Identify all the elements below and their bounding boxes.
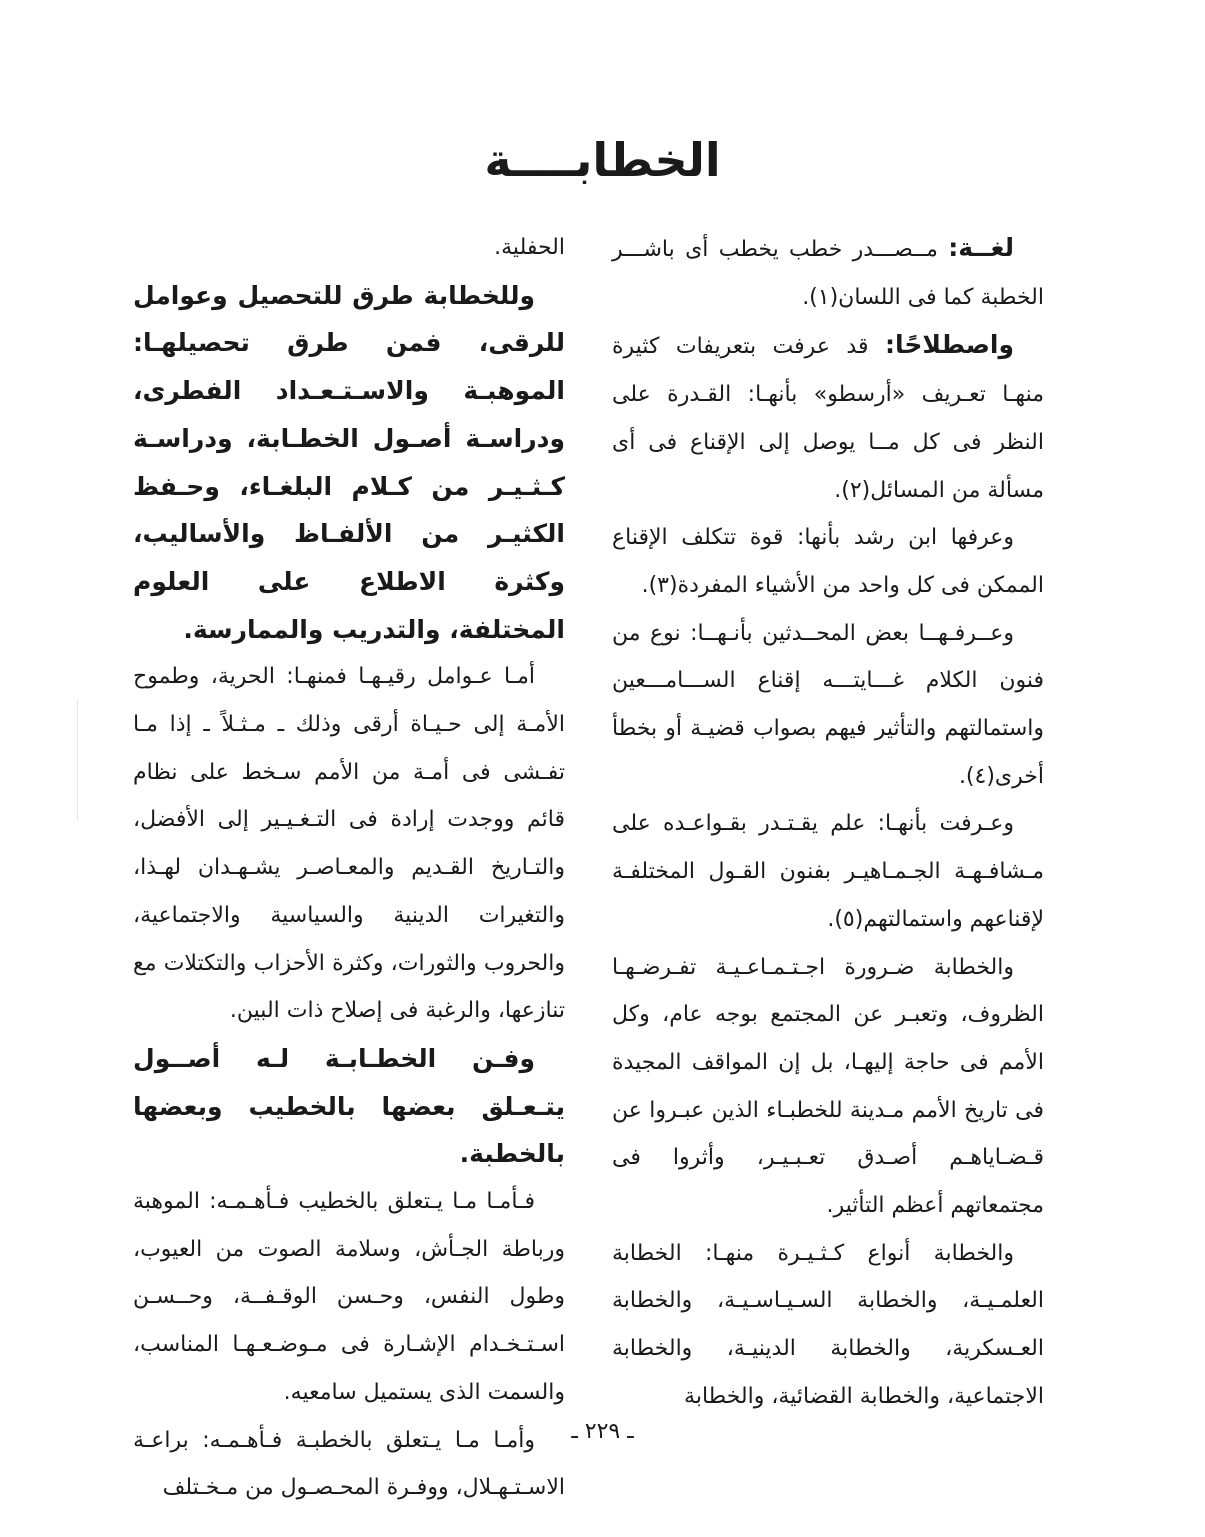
paragraph-orator-qualities: فـأمـا مـا يـتعلق بالخطيب فـأهـمـه: الموهبة ورباطة الجـأش، وسلامة الصوت من العيوب، وطول النفس، وحـسن الوقـفــة، وحــسـن اسـتـخـدام الإشـارة فى مـوضـعـهـا المناسب، والسمت الذى يستميل سامعيه. <box>133 1189 565 1405</box>
left-column <box>133 224 565 1512</box>
definition-technical <box>612 321 1044 514</box>
term-linguistic: لغــة: <box>948 233 1014 262</box>
paragraph-speech-qualities: وأمـا مـا يـتعلق بالخطبـة فـأهـمـه: براعـة الاسـتـهـلال، ووفـرة المحـصـول من مـخـتلف <box>133 1427 565 1501</box>
paragraph-science-definition: وعـرفت بأنهـا: علم يقـتـدر بقـواعـده على مـشافـهـة الجـمـاهيـر بفنون القـول المختلفـة لإقناعهم واستمالتهم(٥). <box>612 811 1044 932</box>
paragraph-advancement-factors: أمـا عـوامل رقيـهـا فمنهـا: الحرية، وطموح الأمـة إلى حـيـاة أرقى وذلك ـ مـثـلاً ـ إذا مـا تفـشى فى أمـة من الأمم سـخط على نظام قائم ووجدت إرادة فى التـغـيـير إلى الأفضل، والتـاريخ القـديم والمعـاصـر يشـهـدان لهـذا، والتغيرات الدينية والسياسية والاجتماعية، والحروب والثورات، وكثرة الأحزاب والتكتلات مع تنازعها، والرغبة فى إصلاح ذات البين. <box>133 664 565 1024</box>
paragraph-ibn-rushd: وعرفها ابن رشد بأنها: قوة تتكلف الإقناع الممكن فى كل واحد من الأشياء المفردة(٣). <box>612 525 1044 598</box>
paragraph-types: والخطابة أنواع كـثـيـرة منهـا: الخطابة العلمـيـة، والخطابة السـيـاسـيـة، والخطابة العـسكرية، والخطابة الدينيـة، والخطابة الاجتماعية، والخطابة القضائية، والخطابة <box>612 1240 1044 1409</box>
paragraph-modern-definition: وعــرفـهــا بعض المحــدثين بأنـهــا: نوع من فنون الكلام غـــايتـــه إقناع الســـامـــعين واستمالتهم والتأثير فيهم بصواب قضيـة أو بخطأ أخرى(٤). <box>612 620 1044 789</box>
margin-mark <box>77 700 78 820</box>
paragraph-continuation: الحفلية. <box>494 235 565 260</box>
right-column <box>612 224 1044 1421</box>
definition-linguistic <box>612 224 1044 321</box>
paragraph-social-necessity: والخطابة ضـرورة اجـتـمـاعـيـة تفـرضـهـا الظروف، وتعبـر عن المجتمع بوجه عام، وكل الأمم فى حاجة إليهـا، بل إن المواقف المجيدة فى تاريخ الأمم مـدينة للخطبـاء الذين عبـروا عن قـضـاياهـم أصـدق تعـبـيـر، وأثروا فى مجتمعاتهم أعظم التأثير. <box>612 954 1044 1219</box>
term-technical: واصطلاحًا: <box>884 330 1014 360</box>
paragraph-principles: وفـن الخطـابـة لـه أصــول يتـعـلق بعضها بالخطيب وبعضها بالخطبة. <box>133 1043 565 1169</box>
definition-linguistic-text: مــصـــدر خطب يخطب أى باشـــر الخطبة كما فى اللسان(١). <box>612 237 1044 310</box>
page-number: ـ ٢٢٩ ـ <box>571 1419 634 1444</box>
page-title: الخطابــــة <box>484 133 721 187</box>
paragraph-acquisition-methods: وللخطابة طرق للتحصيل وعوامل للرقى، فمن طرق تحصيلهـا: الموهبـة والاسـتـعـداد الفطرى، ودراسـة أصـول الخطـابة، ودراسـة كـثـيـر من كـلام البلغـاء، وحـفظ الكثيـر من الألفـاظ والأساليب، وكثرة الاطلاع على العلوم المختلفة، والتدريب والممارسة. <box>133 280 565 644</box>
definition-technical-text: قد عرفت بتعريفات كثيرة منهـا تعـريف «أرسطو» بأنهـا: القـدرة على النظر فى كل مــا يوصل إلى الإقناع فى أى مسألة من المسائل(٢). <box>612 334 1044 503</box>
